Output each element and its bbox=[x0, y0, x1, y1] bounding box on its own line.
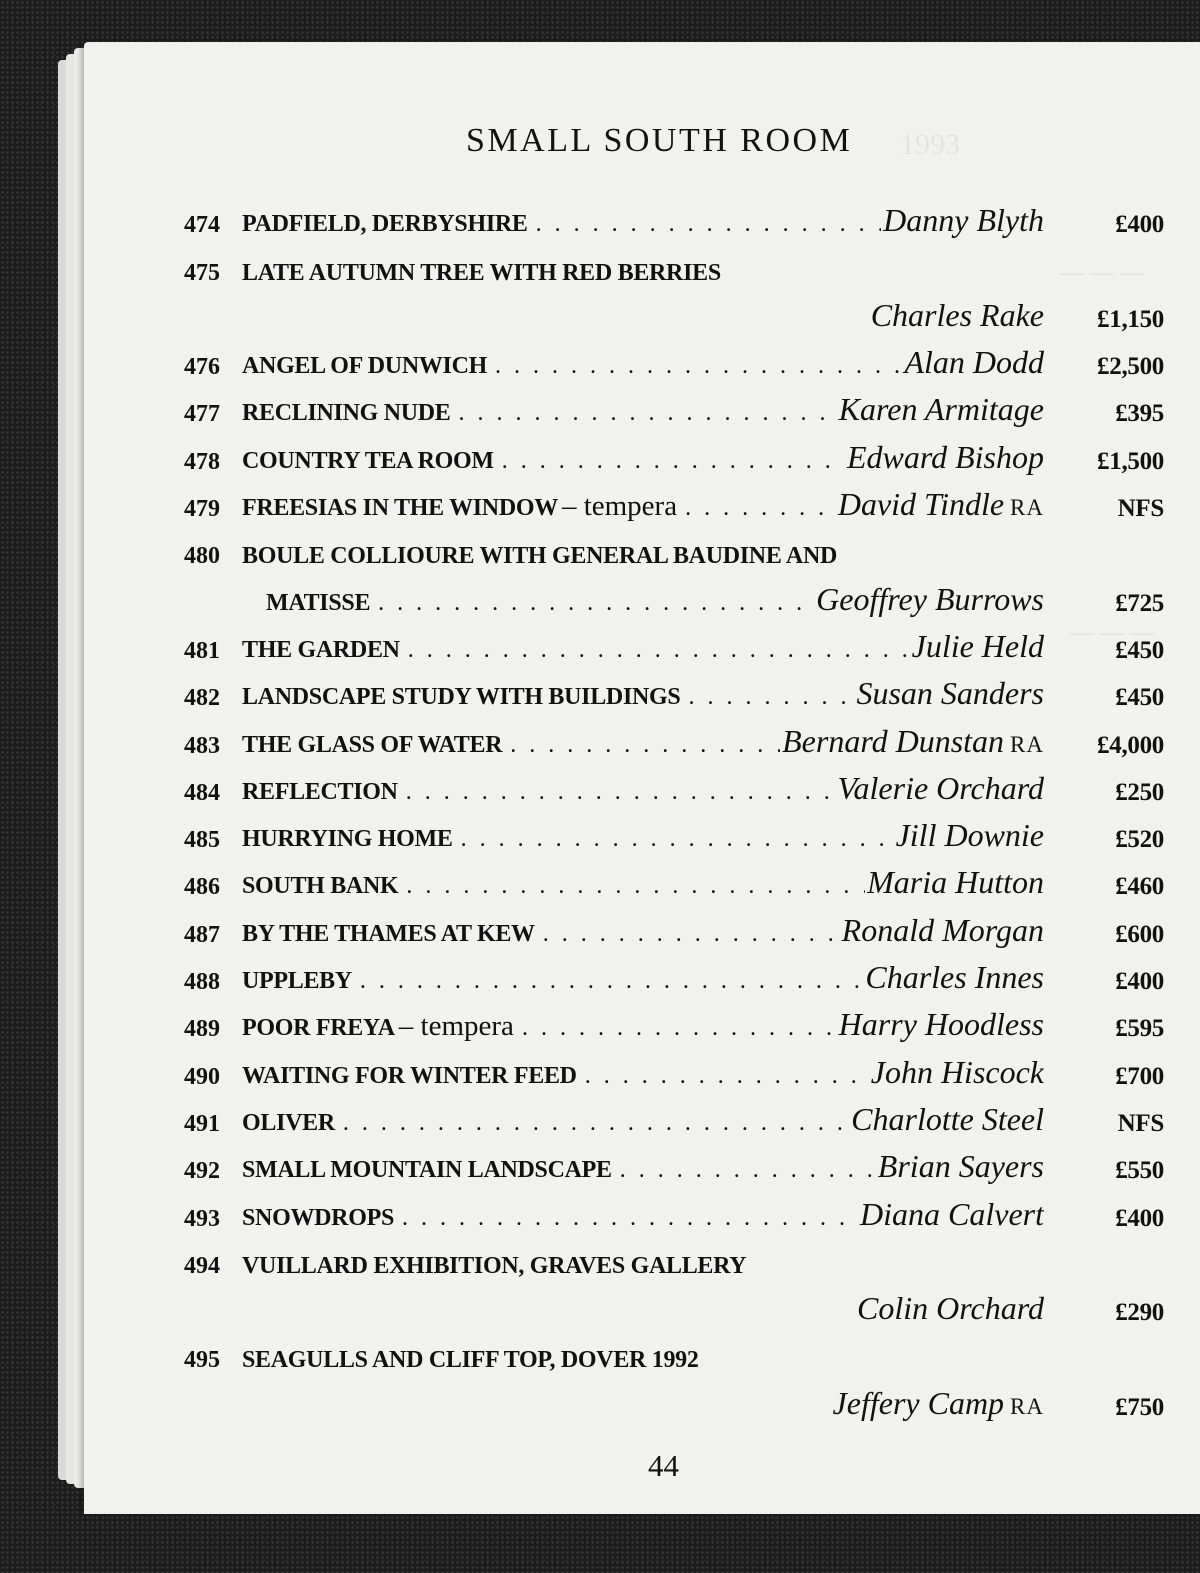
entry-number: 478 bbox=[184, 448, 220, 475]
entry-title: UPPLEBY bbox=[242, 968, 352, 995]
entry-line bbox=[242, 1253, 1044, 1280]
entry-title: ANGEL OF DUNWICH bbox=[242, 353, 487, 380]
catalogue-entry bbox=[184, 531, 1164, 578]
entry-number: 493 bbox=[184, 1205, 220, 1232]
catalogue-entry bbox=[184, 626, 1164, 673]
entry-price: £450 bbox=[1115, 636, 1164, 664]
leader-dots bbox=[402, 1205, 858, 1232]
entry-title: BOULE COLLIOURE WITH GENERAL BAUDINE AND bbox=[242, 543, 838, 570]
catalogue-entry bbox=[184, 578, 1164, 625]
catalogue-entry bbox=[184, 862, 1164, 909]
entry-number: 481 bbox=[184, 637, 220, 664]
entry-price: £400 bbox=[1115, 968, 1164, 996]
entry-title: LATE AUTUMN TREE WITH RED BERRIES bbox=[242, 259, 721, 286]
entry-line bbox=[242, 543, 1044, 570]
entry-line bbox=[242, 1054, 1044, 1091]
entry-number: 488 bbox=[184, 969, 220, 996]
entry-title: SNOWDROPS bbox=[242, 1204, 394, 1231]
catalogue-entry bbox=[184, 295, 1164, 342]
entry-line bbox=[266, 581, 1044, 618]
leader-dots bbox=[459, 400, 837, 427]
entry-line bbox=[242, 723, 1044, 760]
entry-number: 494 bbox=[184, 1252, 220, 1279]
entry-medium: – tempera bbox=[561, 490, 678, 523]
leader-dots bbox=[343, 1110, 849, 1137]
entry-title: WAITING FOR WINTER FEED bbox=[242, 1062, 577, 1089]
entry-title: LANDSCAPE STUDY WITH BUILDINGS bbox=[242, 684, 681, 711]
page-title: SMALL SOUTH ROOM bbox=[466, 122, 853, 159]
show-through-text: 1993 bbox=[900, 128, 960, 161]
entry-number: 482 bbox=[184, 685, 220, 712]
entry-artist: Geoffrey Burrows bbox=[816, 580, 1044, 617]
entry-title: FREESIAS IN THE WINDOW bbox=[242, 495, 558, 522]
entry-line bbox=[242, 486, 1044, 523]
entry-number: 476 bbox=[184, 354, 220, 381]
entry-number: 477 bbox=[184, 401, 220, 428]
leader-dots bbox=[461, 826, 894, 853]
entry-artist: Jeffery Camp bbox=[832, 1384, 1005, 1421]
entry-line bbox=[242, 628, 1044, 665]
entry-line bbox=[242, 675, 1044, 712]
entry-artist: Bernard Dunstan bbox=[782, 722, 1005, 759]
entry-artist: Julie Held bbox=[911, 627, 1044, 664]
entry-line bbox=[242, 864, 1044, 901]
catalogue-entry bbox=[184, 957, 1164, 1004]
leader-dots bbox=[685, 495, 836, 522]
entry-artist: Colin Orchard bbox=[857, 1290, 1044, 1327]
entry-artist: Charlotte Steel bbox=[851, 1100, 1044, 1137]
catalogue-entry bbox=[184, 815, 1164, 862]
leader-dots bbox=[688, 684, 854, 711]
entry-artist: Karen Armitage bbox=[838, 391, 1044, 428]
entry-price: £520 bbox=[1115, 826, 1164, 854]
catalogue-entry bbox=[184, 1382, 1164, 1429]
entry-price: £460 bbox=[1115, 873, 1164, 901]
leader-dots bbox=[406, 873, 865, 900]
entry-price: £1,500 bbox=[1097, 447, 1164, 475]
entry-line bbox=[242, 959, 1044, 996]
entry-title: VUILLARD EXHIBITION, GRAVES GALLERY bbox=[242, 1252, 747, 1279]
catalogue-entry bbox=[184, 768, 1164, 815]
entry-number: 475 bbox=[184, 259, 220, 286]
entry-artist: John Hiscock bbox=[870, 1053, 1044, 1090]
artist-suffix: RA bbox=[1010, 1393, 1044, 1419]
entry-medium: – tempera bbox=[398, 1010, 514, 1043]
entry-artist-line bbox=[833, 1385, 1044, 1422]
entry-title: REFLECTION bbox=[242, 778, 398, 805]
entry-price: £595 bbox=[1115, 1015, 1164, 1043]
entry-title: THE GARDEN bbox=[242, 636, 400, 663]
entry-title: RECLINING NUDE bbox=[242, 400, 451, 427]
entry-price: £600 bbox=[1115, 920, 1164, 948]
entry-artist: Alan Dodd bbox=[904, 344, 1044, 381]
entry-number: 484 bbox=[184, 779, 220, 806]
entry-number: 490 bbox=[184, 1063, 220, 1090]
catalogue-entry bbox=[184, 1099, 1164, 1146]
catalogue-entries bbox=[184, 200, 1164, 1430]
catalogue-entry bbox=[184, 200, 1164, 247]
entry-price: NFS bbox=[1117, 495, 1164, 523]
entry-number: 489 bbox=[184, 1016, 220, 1043]
catalogue-entry bbox=[184, 909, 1164, 956]
entry-artist-line bbox=[871, 297, 1044, 334]
catalogue-entry bbox=[184, 1051, 1164, 1098]
leader-dots bbox=[360, 968, 863, 995]
entry-artist: Valerie Orchard bbox=[837, 769, 1044, 806]
entry-price: £395 bbox=[1115, 400, 1164, 428]
page-number: 44 bbox=[648, 1448, 679, 1483]
entry-price: £400 bbox=[1115, 211, 1164, 239]
show-through-text: — — — bbox=[1070, 620, 1154, 646]
entry-line bbox=[242, 391, 1044, 428]
catalogue-entry bbox=[184, 720, 1164, 767]
artist-suffix: RA bbox=[1010, 731, 1044, 757]
entry-number: 487 bbox=[184, 921, 220, 948]
entry-artist: Brian Sayers bbox=[877, 1148, 1044, 1185]
entry-number: 474 bbox=[184, 212, 220, 239]
entry-price: £250 bbox=[1115, 778, 1164, 806]
entry-line bbox=[242, 817, 1044, 854]
entry-title: SEAGULLS AND CLIFF TOP, DOVER 1992 bbox=[242, 1347, 699, 1374]
entry-artist: Edward Bishop bbox=[846, 438, 1044, 475]
entry-number: 491 bbox=[184, 1110, 220, 1137]
entry-line bbox=[242, 344, 1044, 381]
entry-artist-line bbox=[857, 1290, 1044, 1327]
entry-price: £450 bbox=[1115, 684, 1164, 712]
catalogue-entry bbox=[184, 1335, 1164, 1382]
entry-title: PADFIELD, DERBYSHIRE bbox=[242, 211, 528, 238]
entry-number: 485 bbox=[184, 827, 220, 854]
entry-number: 483 bbox=[184, 732, 220, 759]
leader-dots bbox=[536, 211, 882, 238]
entry-price: £700 bbox=[1115, 1062, 1164, 1090]
catalogue-entry bbox=[184, 1146, 1164, 1193]
entry-artist: Diana Calvert bbox=[860, 1195, 1044, 1232]
entry-artist: Susan Sanders bbox=[856, 675, 1044, 712]
leader-dots bbox=[378, 590, 814, 617]
entry-line bbox=[242, 770, 1044, 807]
catalogue-entry bbox=[184, 247, 1164, 294]
entry-line bbox=[242, 1101, 1044, 1138]
entry-title: COUNTRY TEA ROOM bbox=[242, 447, 494, 474]
catalogue-entry bbox=[184, 1004, 1164, 1051]
entry-title: THE GLASS OF WATER bbox=[242, 731, 503, 758]
leader-dots bbox=[502, 448, 845, 475]
leader-dots bbox=[408, 637, 910, 664]
entry-title: BY THE THAMES AT KEW bbox=[242, 920, 535, 947]
catalogue-entry bbox=[184, 436, 1164, 483]
entry-artist: Harry Hoodless bbox=[838, 1006, 1044, 1043]
entry-title: HURRYING HOME bbox=[242, 826, 453, 853]
entry-artist: Charles Rake bbox=[870, 296, 1044, 333]
entry-line bbox=[242, 1347, 1044, 1374]
leader-dots bbox=[510, 732, 780, 759]
entry-artist: David Tindle bbox=[837, 486, 1005, 523]
entry-line bbox=[242, 260, 1044, 287]
show-through-text: — — — bbox=[1060, 260, 1144, 286]
entry-artist: Maria Hutton bbox=[867, 864, 1044, 901]
entry-price: £4,000 bbox=[1097, 731, 1164, 759]
entry-price: £550 bbox=[1115, 1157, 1164, 1185]
entry-number: 495 bbox=[184, 1347, 220, 1374]
leader-dots bbox=[522, 1015, 837, 1042]
entry-price: £2,500 bbox=[1097, 353, 1164, 381]
entry-price: £290 bbox=[1115, 1299, 1164, 1327]
catalogue-entry bbox=[184, 484, 1164, 531]
catalogue-entry bbox=[184, 342, 1164, 389]
leader-dots bbox=[543, 921, 840, 948]
entry-title: OLIVER bbox=[242, 1109, 335, 1136]
catalogue-entry bbox=[184, 1288, 1164, 1335]
leader-dots bbox=[406, 779, 836, 806]
entry-title: SOUTH BANK bbox=[242, 873, 399, 900]
entry-line bbox=[242, 1006, 1044, 1043]
entry-price: £725 bbox=[1115, 589, 1164, 617]
entry-title: MATISSE bbox=[266, 589, 371, 616]
entry-line bbox=[242, 912, 1044, 949]
catalogue-entry bbox=[184, 1241, 1164, 1288]
entry-line bbox=[242, 1148, 1044, 1185]
entry-number: 480 bbox=[184, 543, 220, 570]
catalogue-entry bbox=[184, 673, 1164, 720]
catalogue-entry bbox=[184, 389, 1164, 436]
entry-title: POOR FREYA bbox=[242, 1015, 395, 1042]
entry-artist: Ronald Morgan bbox=[841, 911, 1044, 948]
artist-suffix: RA bbox=[1010, 495, 1044, 521]
entry-artist: Jill Downie bbox=[895, 817, 1044, 854]
entry-number: 486 bbox=[184, 874, 220, 901]
entry-price: £750 bbox=[1115, 1393, 1164, 1421]
entry-artist: Charles Innes bbox=[865, 959, 1044, 996]
entry-line bbox=[242, 1196, 1044, 1233]
catalogue-entry bbox=[184, 1193, 1164, 1240]
entry-line bbox=[242, 439, 1044, 476]
entry-number: 479 bbox=[184, 496, 220, 523]
leader-dots bbox=[585, 1063, 869, 1090]
entry-price: NFS bbox=[1117, 1109, 1164, 1137]
leader-dots bbox=[495, 353, 902, 380]
entry-price: £1,150 bbox=[1097, 305, 1164, 333]
entry-line bbox=[242, 202, 1044, 239]
entry-price: £400 bbox=[1115, 1204, 1164, 1232]
entry-artist: Danny Blyth bbox=[883, 202, 1044, 239]
leader-dots bbox=[620, 1157, 876, 1184]
entry-number: 492 bbox=[184, 1158, 220, 1185]
entry-title: SMALL MOUNTAIN LANDSCAPE bbox=[242, 1157, 612, 1184]
